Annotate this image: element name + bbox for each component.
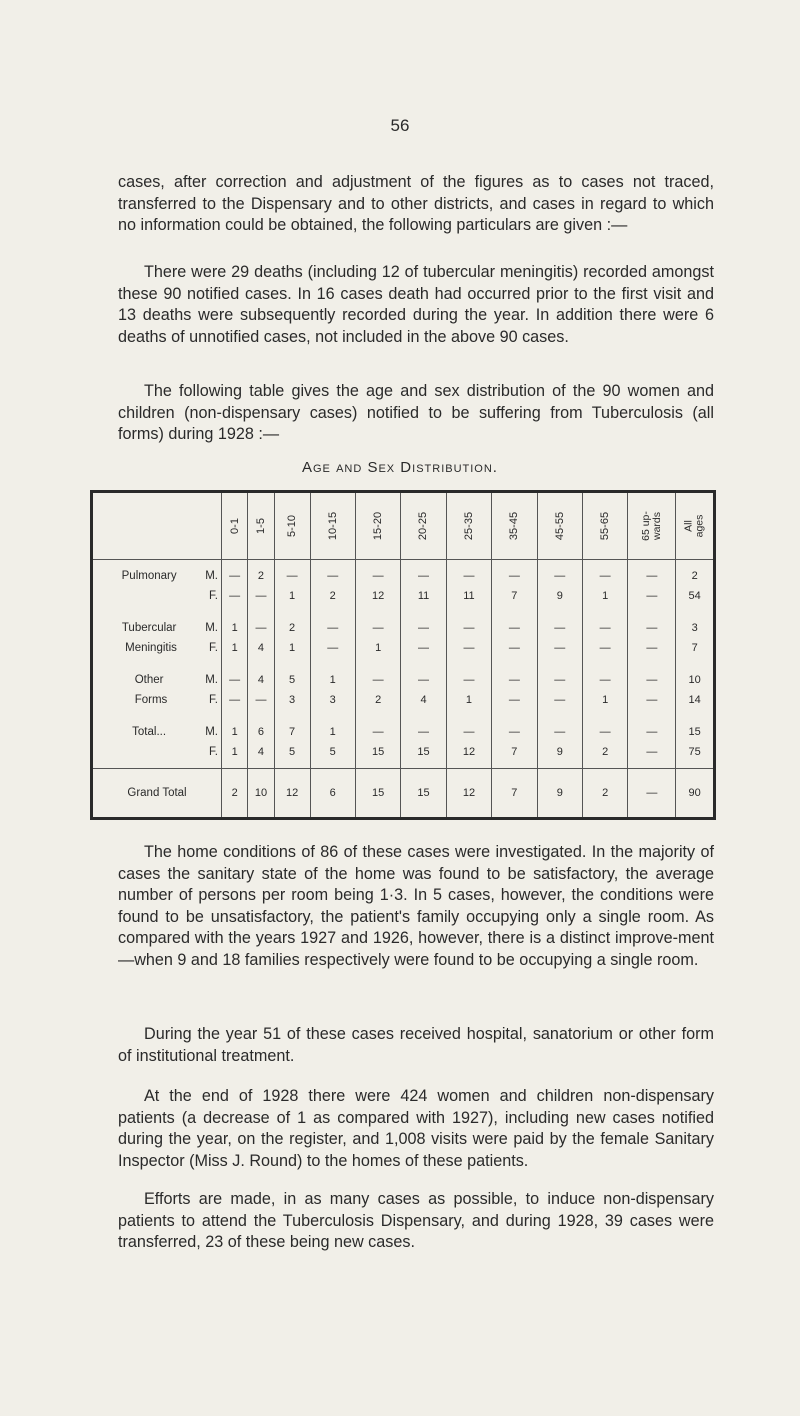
table-cell: 1 5 (310, 716, 355, 769)
header-age: 1-5 (248, 492, 274, 560)
table-cell: — 12 (446, 716, 491, 769)
table-cell: — — (401, 612, 446, 664)
table-row (92, 612, 715, 664)
table-cell: — 7 (492, 716, 537, 769)
header-age: 45-55 (537, 492, 582, 560)
row-label: M. Tubercular F. Meningitis (121, 622, 218, 654)
table-cell: — — (222, 559, 248, 612)
table-cell: — 15 (355, 716, 400, 769)
header-age: 20-25 (401, 492, 446, 560)
table-cell: — — (446, 612, 491, 664)
table-cell: — 9 (537, 559, 582, 612)
table-cell: — 2 (355, 664, 400, 716)
table-cell: — — (628, 612, 676, 664)
grand-total-cell: 12 (446, 769, 491, 819)
grand-total-cell: 9 (537, 769, 582, 819)
header-age: 10-15 (310, 492, 355, 560)
table-cell: 2 54 (676, 559, 715, 612)
table-cell: — 4 (401, 664, 446, 716)
table-cell: — 15 (401, 716, 446, 769)
paragraph-5: During the year 51 of these cases received hospital, sanatorium or other form of institutional treatment. (118, 1025, 714, 1065)
table-cell: 4 — (248, 664, 274, 716)
header-age: 15-20 (355, 492, 400, 560)
row-label: M. Other F. Forms (134, 674, 218, 707)
table-cell: 15 75 (676, 716, 715, 769)
table-cell: — — (628, 559, 676, 612)
paragraph-4: The home conditions of 86 of these cases were investigated. In the majority of cases the sanitary state of the home was found to be satisfactory, the average number of persons per room being 1·3. In 5 cases, however, the conditions were found to be unsatisfactory, the patient's family occupying only a single room. As compared with the years 1927 and 1926, however, there is a distinct improve-ment—when 9 and 18 families respectively were found to be occupying a single room. (118, 843, 714, 969)
grand-total-cell: 12 (274, 769, 310, 819)
table-cell: — — (628, 664, 676, 716)
header-age: 5-10 (274, 492, 310, 560)
grand-total-cell: 6 (310, 769, 355, 819)
header-age: 55-65 (582, 492, 627, 560)
grand-total-cell: 90 (676, 769, 715, 819)
header-all-ages: All ages (676, 492, 715, 560)
table-cell: 5 3 (274, 664, 310, 716)
header-age-65-upwards: 65 up- wards (628, 492, 676, 560)
grand-total-cell: 15 (401, 769, 446, 819)
table-cell: 1 1 (222, 612, 248, 664)
table-cell: — — (582, 612, 627, 664)
grand-total-cell: 2 (582, 769, 627, 819)
table-row (92, 559, 715, 612)
page-number: 56 (390, 116, 410, 135)
table-cell: — 9 (537, 716, 582, 769)
paragraph-1: cases, after correction and adjustment of the figures as to cases not traced, transferred to the Dispensary and to other districts, and cases in regard to which no information could be obtained, the following particulars are given :— (118, 173, 714, 234)
table-cell: 10 14 (676, 664, 715, 716)
grand-total-cell: 15 (355, 769, 400, 819)
table-cell: — — (537, 664, 582, 716)
age-sex-distribution-table (90, 490, 716, 820)
table-row (92, 664, 715, 716)
table-cell: — — (222, 664, 248, 716)
table-cell: — 11 (446, 559, 491, 612)
table-caption: Age and Sex Distribution. (302, 459, 498, 476)
paragraph-2: There were 29 deaths (including 12 of tubercular meningitis) recorded amongst these 90 notified cases. In 16 cases death had occurred prior to the first visit and 13 deaths were subsequently recorded during the year. In addition there were 6 deaths of unnotified cases, not included in the above 90 cases. (118, 263, 714, 346)
table-cell: — — (628, 716, 676, 769)
table-cell: — 4 (248, 612, 274, 664)
row-label: M. Pulmonary F. (121, 569, 218, 602)
header-age: 25-35 (446, 492, 491, 560)
table-header-row (92, 492, 715, 560)
grand-total-cell: 2 (222, 769, 248, 819)
table-cell: — 12 (355, 559, 400, 612)
table-cell: — 1 (355, 612, 400, 664)
header-blank (92, 492, 222, 560)
table-cell: 1 3 (310, 664, 355, 716)
table-cell: 2 — (248, 559, 274, 612)
table-cell: — 7 (492, 559, 537, 612)
table-cell: — — (492, 664, 537, 716)
table-cell: — 2 (582, 716, 627, 769)
table-cell: 2 1 (274, 612, 310, 664)
table-cell: — — (310, 612, 355, 664)
table-cell: — 1 (446, 664, 491, 716)
table-cell: 3 7 (676, 612, 715, 664)
table-cell: — — (492, 612, 537, 664)
header-age: 0-1 (222, 492, 248, 560)
table-cell: — 1 (274, 559, 310, 612)
grand-total-label: Grand Total (92, 769, 222, 819)
paragraph-7: Efforts are made, in as many cases as possible, to induce non-dispensary patients to attend the Tuberculosis Dispensary, and during 1928, 39 cases were transferred, 23 of these being new cases. (118, 1190, 714, 1251)
table-row (92, 716, 715, 769)
table-cell: — 1 (582, 559, 627, 612)
table-cell: 7 5 (274, 716, 310, 769)
header-age: 35-45 (492, 492, 537, 560)
row-label: M. Total... F. (132, 726, 218, 759)
paragraph-3: The following table gives the age and sex distribution of the 90 women and children (non-dispensary cases) notified to be suffering from Tuberculosis (all forms) during 1928 :— (118, 382, 714, 443)
grand-total-cell: 7 (492, 769, 537, 819)
table-cell: — — (537, 612, 582, 664)
paragraph-6: At the end of 1928 there were 424 women and children non-dispensary patients (a decrease of 1 as compared with 1927), including new cases notified during the year, on the register, and 1,008 visits were paid by the female Sanitary Inspector (Miss J. Round) to the homes of these patients. (118, 1087, 714, 1170)
table-cell: — 2 (310, 559, 355, 612)
table-cell: 1 1 (222, 716, 248, 769)
grand-total-row (92, 769, 715, 819)
grand-total-cell: 10 (248, 769, 274, 819)
table-cell: — 11 (401, 559, 446, 612)
table-cell: 6 4 (248, 716, 274, 769)
table-cell: — 1 (582, 664, 627, 716)
grand-total-cell: — (628, 769, 676, 819)
